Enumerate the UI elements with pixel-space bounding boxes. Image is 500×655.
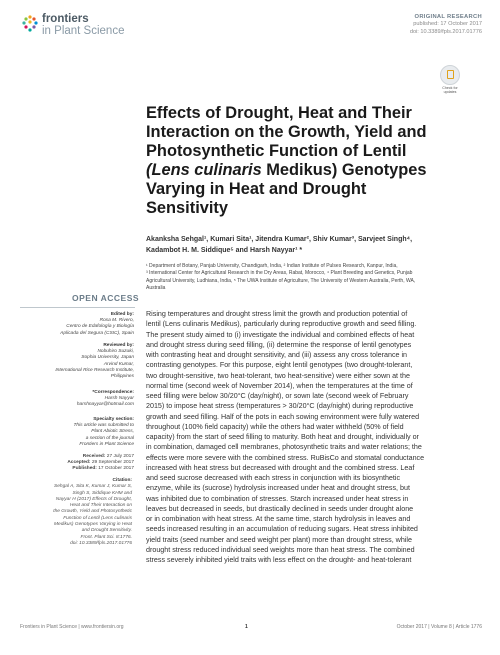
published-date: published: 17 October 2017 [413, 21, 482, 28]
abstract-line: growth and seed filling. Half of the pots in each sowing environment were fully watered [146, 412, 420, 421]
citation-doi-link[interactable]: doi: 10.3389/fpls.2017.01776 [70, 540, 132, 546]
reviewer-line: Nobuhiro Suzuki, [97, 349, 134, 355]
specialty-heading: Specialty section: [93, 417, 134, 422]
abstract-line: two drought-sensitive, two heat-tolerant, two heat-sensitive) were either sown at the [146, 371, 410, 380]
abstract-line: normal time (second week of November 2014), when the temperatures at the time of [146, 381, 413, 390]
abstract-line: leaves but decreased in seeds, but drastically declined in seeds under drought alone [146, 504, 414, 513]
abstract-line: stress severely inhibited yield traits with less effect on the drought- and heat-tolerant [146, 556, 412, 564]
correspondence-heading: *Correspondence: [92, 390, 134, 395]
citation-block [20, 478, 132, 547]
abstract-line: drought stress reduced individual seed weights more than heat stress. The combined [146, 545, 415, 554]
citation-line: Function of Lentil (Lens culinaris [63, 515, 132, 521]
check-updates-button[interactable] [440, 65, 460, 93]
citation-line: the Growth, Yield and Photosynthetic [53, 509, 132, 515]
open-access-label: OPEN ACCESS [72, 293, 140, 303]
abstract-line: seeds increased resulting in an accumulation of reducing sugars. Heat stress inhibited [146, 525, 418, 534]
title-line: Effects of Drought, Heat and Their [146, 104, 412, 122]
specialty-block [20, 417, 134, 448]
abstract-line: throughout (100% field capacity) while the others had water withheld (50% of field [146, 422, 404, 431]
frontiers-logo-icon [20, 14, 40, 34]
published-row [20, 466, 134, 472]
abstract-line: capacity) from the start of seed filling to maturity. Both heat and drought, individually or [146, 433, 419, 441]
journal-subname: in Plant Science [42, 25, 125, 37]
citation-heading: Citation: [112, 478, 132, 483]
affiliations [146, 263, 476, 292]
abstract-line: increased with heat stress but decreased with drought and the combined stress. Leaf [146, 463, 415, 472]
abstract-line: Rising temperatures and drought stress limit the growth and production potential of [146, 310, 408, 318]
citation-line: Singh S, Siddique KHM and [72, 490, 132, 496]
affiliation-line: ¹ Department of Botany, Panjab University, Chandigarh, India, ² Indian Institute of Pulses Research, Kanpur, India, [146, 263, 398, 269]
page-number: 1 [245, 624, 248, 630]
published-date: 17 October 2017 [98, 466, 134, 472]
abstract-line: and drought stress during seed filling, (ii) determine the response of lentil genotypes [146, 340, 412, 349]
author-line: Kadambot H. M. Siddique⁵ and Harsh Nayyar¹ * [146, 246, 303, 254]
abstract-line: contrasting genotypes. For this purpose, eight lentil genotypes (two drought-tolerant, [146, 361, 413, 370]
corr-name: Harsh Nayyar [104, 396, 134, 402]
accepted-date: 29 September 2017 [91, 460, 134, 466]
abstract-line: was inhibited due to combination of stresses. Starch increased under heat stress in [146, 494, 409, 503]
reviewer-line: Sophia University, Japan [81, 355, 134, 361]
editor-line: Aplicada del Segura (CSIC), Spain [60, 330, 134, 336]
title-line: Varying in Heat and Drought [146, 180, 367, 198]
citation-line: Medikus) Genotypes Varying in Heat [54, 522, 132, 528]
article-title [146, 104, 446, 218]
author-line: Akanksha Sehgal¹, Kumari Sita¹, Jitendra Kumar², Shiv Kumar³, Sarvjeet Singh⁴, [146, 236, 413, 243]
abstract-line: yield traits (seed number and seed weight per plant) more than drought stress, while [146, 535, 412, 544]
received-date: 27 July 2017 [106, 454, 134, 459]
corr-email-link[interactable]: harshnayyar@hotmail.com [76, 402, 134, 408]
dates-block [20, 454, 134, 473]
abstract-line: in combination, damaged cell membranes, photosynthetic traits and water relations; the [146, 443, 422, 452]
abstract-line: 2015) to impose heat stress (temperatures > 30/20°C (day/night) during reproductive [146, 402, 414, 411]
edited-by-heading: Edited by: [110, 312, 134, 317]
abstract-line: lentil (Lens culinaris Medikus), particularly during reproductive growth and seed filling. [146, 320, 417, 329]
received-label: Received: [82, 454, 106, 459]
reviewer-line: International Rice Research Institute, [55, 367, 134, 373]
specialty-line: This article was submitted to [73, 423, 134, 429]
species-name: (Lens culinaris [146, 161, 262, 179]
journal-logo[interactable] [42, 13, 124, 37]
citation-line: Sehgal A, Sita K, Kumar J, Kumar S, [54, 484, 132, 490]
title-line: Interaction on the Growth, Yield and [146, 123, 427, 141]
reviewed-by-heading: Reviewed by: [103, 343, 134, 348]
abstract-line: and seed sucrose decreased with each stress in conjunction with its biosynthetic [146, 474, 401, 482]
reviewed-by-block [20, 343, 134, 380]
reviewer-line: Arvind Kumar, [103, 361, 134, 367]
citation-line: Front. Plant Sci. 8:1776. [80, 534, 132, 540]
edited-by-block [20, 312, 134, 337]
abstract [146, 309, 476, 565]
title-line: Photosynthetic Function of Lentil [146, 142, 407, 160]
published-label: Published: [72, 466, 97, 472]
title-line [146, 161, 446, 180]
title-fragment: Medikus) Genotypes [261, 161, 427, 179]
reviewer-line: Philippines [110, 374, 134, 380]
journal-name: frontiers [42, 13, 89, 25]
affiliation-line: ³ International Center for Agricultural Research in the Dry Areas, Rabat, Morocco, ⁴ Plant Breeding and Genetics, Punjab [146, 270, 413, 277]
specialty-line: Frontiers in Plant Science [79, 441, 134, 447]
abstract-line: or in combination with heat stress. At the same time, starch hydrolysis in leaves and [146, 515, 411, 523]
abstract-line: enzyme, while its (sucrose) hydrolysis increased under heat and drought stress, but [146, 484, 410, 493]
abstract-line: The present study aimed to (i) investigate the individual and combined effects of heat [146, 330, 415, 339]
citation-line: Heat and Their Interaction on [69, 503, 132, 509]
abstract-line: with contrasting heat and drought sensitivity, and (iii) assess any cross tolerance in [146, 351, 408, 359]
sidebar-divider [20, 307, 135, 308]
editor-line: Centro de Edafología y Biología [66, 324, 134, 330]
affiliation-line: Agricultural University, Ludhiana, India, ⁵ The UWA Institute of Agriculture, The University of Western Australia, Perth, WA, [146, 277, 416, 284]
citation-line: and Drought Sensitivity. [81, 528, 132, 534]
author-list [146, 235, 476, 256]
abstract-line: seed filling were below 30/20°C (day/night), or sown late (second week of February [146, 392, 409, 400]
editor-line: Rosa M. Rivero, [99, 318, 134, 324]
check-updates-label: Check for updates [442, 86, 458, 94]
correspondence-block [20, 390, 134, 409]
abstract-line: effects were more severe with the combined stress. RuBisCo and stomatal conductance [146, 453, 425, 462]
footer-journal-link[interactable]: Frontiers in Plant Science | www.frontiersin.org [20, 624, 124, 630]
citation-line: Nayyar H (2017) Effects of Drought, [55, 496, 132, 502]
specialty-line: Plant Abiotic Stress, [91, 429, 134, 435]
title-line: Sensitivity [146, 199, 228, 217]
article-type: ORIGINAL RESEARCH [414, 14, 482, 20]
check-updates-icon [440, 65, 460, 85]
doi-link[interactable]: doi: 10.3389/fpls.2017.01776 [409, 28, 482, 35]
accepted-label: Accepted: [67, 460, 91, 466]
footer-issue-info: October 2017 | Volume 8 | Article 1776 [396, 624, 482, 630]
article-meta [410, 14, 482, 36]
specialty-line: a section of the journal [85, 435, 134, 441]
affiliation-line: Australia [146, 284, 166, 291]
